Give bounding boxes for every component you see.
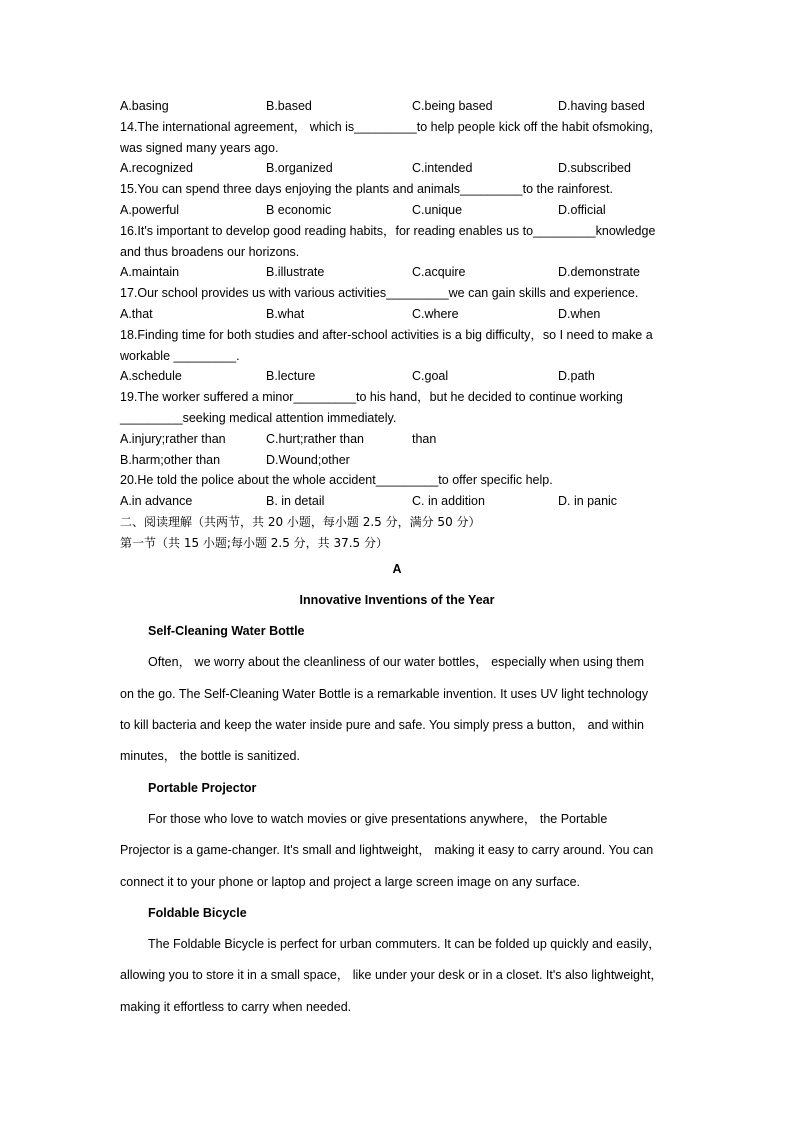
option-c[interactable]: C.unique	[412, 202, 463, 217]
option-d[interactable]: D. in panic	[558, 494, 618, 509]
option-b[interactable]: B economic	[266, 202, 332, 217]
option-c[interactable]: C.where	[412, 306, 459, 321]
q19-stem-line: 19.The worker suffered a minor_________to his hand，but he decided to continue working	[120, 390, 623, 405]
q20-stem-line: 20.He told the police about the whole accident_________to offer specific help.	[120, 473, 553, 488]
option-d[interactable]: D.official	[558, 202, 606, 217]
option-a[interactable]: A.basing	[120, 99, 169, 113]
paragraph-line: making it effortless to carry when needed.	[120, 999, 352, 1014]
option-c[interactable]: C.acquire	[412, 265, 466, 280]
option-a[interactable]: A.that	[120, 306, 153, 321]
paragraph-line: minutes， the bottle is sanitized.	[120, 749, 300, 764]
section-heading: 二、阅读理解（共两节，共 20 小题，每小题 2.5 分，满分 50 分）	[120, 514, 481, 529]
q19-stem-line: _________seeking medical attention immediately.	[120, 410, 397, 425]
option-b[interactable]: B. in detail	[266, 494, 325, 509]
option-d[interactable]: D.subscribed	[558, 161, 631, 176]
q18-options	[120, 366, 690, 387]
passage-letter: A	[392, 561, 402, 576]
item-heading: Portable Projector	[148, 780, 257, 795]
paragraph-line: on the go. The Self-Cleaning Water Bottle is a remarkable invention. It uses UV light technology	[120, 686, 649, 701]
option-a[interactable]: A.recognized	[120, 161, 193, 176]
paragraph-line: For those who love to watch movies or give presentations anywhere， the Portable	[148, 811, 608, 826]
option-b[interactable]: B.illustrate	[266, 265, 325, 280]
q16-options	[120, 262, 690, 283]
q17-stem-line: 17.Our school provides us with various activities_________we can gain skills and experience.	[120, 286, 639, 301]
option-d[interactable]: D.demonstrate	[558, 265, 640, 280]
paragraph-line: to kill bacteria and keep the water inside pure and safe. You simply press a button， and within	[120, 718, 644, 733]
option-a[interactable]: A.maintain	[120, 265, 180, 280]
q14-stem-line: was signed many years ago.	[120, 140, 279, 155]
q20-options	[120, 491, 690, 512]
item-heading: Self-Cleaning Water Bottle	[148, 624, 305, 639]
reading-passage	[120, 554, 690, 1023]
option-b[interactable]: B.organized	[266, 161, 333, 176]
option-b[interactable]: B.harm;other than	[120, 452, 221, 467]
paragraph-line: connect it to your phone or laptop and project a large screen image on any surface.	[120, 874, 581, 889]
option-c[interactable]: C.intended	[412, 161, 473, 176]
option-a[interactable]: A.schedule	[120, 369, 182, 384]
q16-stem-line: 16.It's important to develop good reading habits，for reading enables us to_________knowledge	[120, 223, 656, 238]
option-fragment: than	[412, 431, 437, 446]
option-d[interactable]: D.path	[558, 369, 595, 384]
q17-options	[120, 304, 690, 325]
q14-stem-line: 14.The international agreement， which is_________to help people kick off the habit ofsmoking，	[120, 119, 662, 134]
q19-options-row2	[120, 450, 690, 471]
option-c[interactable]: C.hurt;rather than	[266, 431, 364, 446]
option-a[interactable]: A.in advance	[120, 494, 193, 509]
item-heading: Foldable Bicycle	[148, 905, 247, 920]
exam-page	[120, 96, 690, 1023]
passage-title: Innovative Inventions of the Year	[299, 592, 495, 607]
option-a[interactable]: A.powerful	[120, 202, 180, 217]
option-c[interactable]: C.goal	[412, 369, 449, 384]
option-d[interactable]: D.Wound;other	[266, 452, 350, 467]
paragraph-line: The Foldable Bicycle is perfect for urban commuters. It can be folded up quickly and easily，	[148, 937, 661, 952]
option-b[interactable]: B.lecture	[266, 369, 316, 384]
option-d[interactable]: D.when	[558, 306, 601, 321]
paragraph-line: allowing you to store it in a small space， like under your desk or in a closet. It's also lightweight，	[120, 968, 663, 983]
option-c[interactable]: C.being based	[412, 99, 493, 113]
option-a[interactable]: A.injury;rather than	[120, 431, 226, 446]
option-c[interactable]: C. in addition	[412, 494, 485, 509]
q18-stem-line: 18.Finding time for both studies and after-school activities is a big difficulty，so I need to make a	[120, 327, 653, 342]
paragraph-line: Often， we worry about the cleanliness of our water bottles， especially when using them	[148, 655, 645, 670]
section-subheading: 第一节（共 15 小题;每小题 2.5 分，共 37.5 分）	[120, 535, 389, 550]
option-d[interactable]: D.having based	[558, 99, 645, 113]
q19-options-row1	[120, 429, 690, 450]
option-b[interactable]: B.what	[266, 306, 305, 321]
q15-stem-line: 15.You can spend three days enjoying the plants and animals_________to the rainforest.	[120, 182, 613, 197]
q18-stem-line: workable _________.	[120, 348, 240, 363]
q14-options	[120, 158, 690, 179]
paragraph-line: Projector is a game-changer. It's small and lightweight， making it easy to carry around. You can	[120, 843, 654, 858]
q13-options	[120, 96, 690, 117]
q15-options	[120, 200, 690, 221]
q16-stem-line: and thus broadens our horizons.	[120, 244, 300, 259]
option-b[interactable]: B.based	[266, 99, 312, 113]
